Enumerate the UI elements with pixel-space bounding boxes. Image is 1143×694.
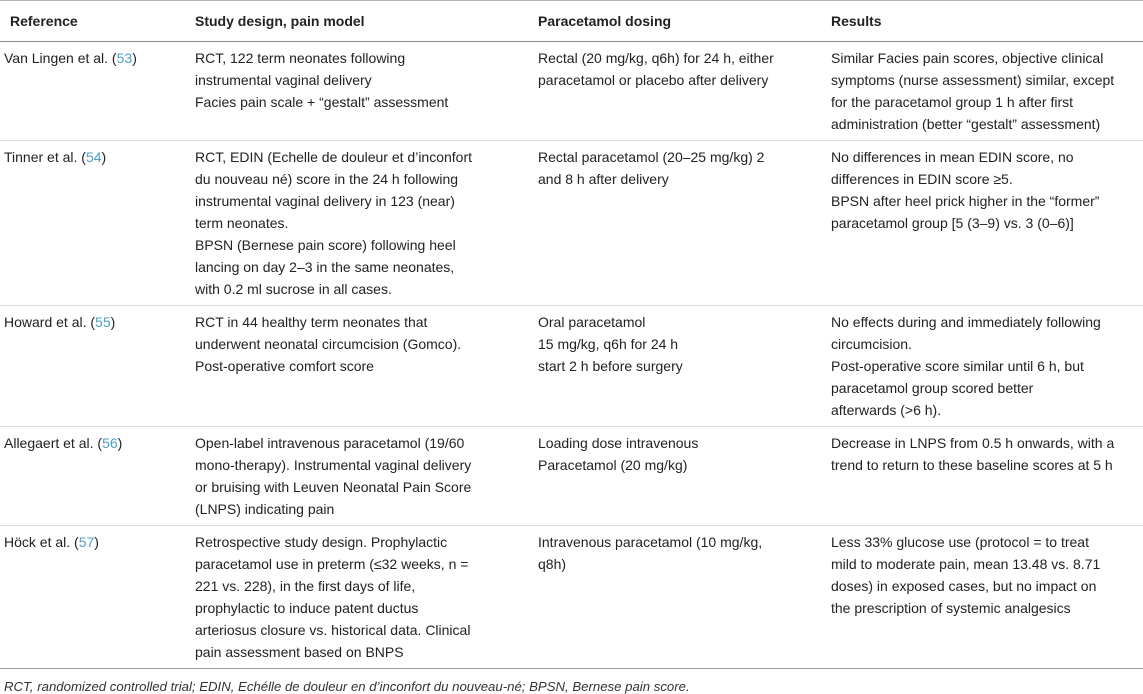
cell-line: start 2 h before surgery [538,358,683,374]
study-design-cell [185,526,528,669]
cell-line: Loading dose intravenous [538,435,699,451]
cell-line: prophylactic to induce patent ductus [195,600,419,616]
reference-author: Van Lingen et al. ( [4,50,117,66]
cell-line: administration (better “gestalt” assessment) [831,116,1101,132]
study-design-cell [185,306,528,427]
header-study-design: Study design, pain model [185,1,528,42]
cell-line: Post-operative comfort score [195,358,374,374]
cell-line: Oral paracetamol [538,314,646,330]
table-body [0,42,1143,669]
study-design-cell [185,42,528,141]
reference-cell [0,42,185,141]
cell-line: pain assessment based on BNPS [195,644,404,660]
cell-line: for the paracetamol group 1 h after first [831,94,1074,110]
results-cell [821,141,1143,306]
cell-line: and 8 h after delivery [538,171,669,187]
cell-line: du nouveau né) score in the 24 h following [195,171,459,187]
reference-author: Höck et al. ( [4,534,79,550]
cell-line: arteriosus closure vs. historical data. Clinical [195,622,471,638]
header-row [0,1,1143,42]
cell-line: Retrospective study design. Prophylactic [195,534,448,550]
dosing-cell [528,427,821,526]
reference-link[interactable]: 57 [78,534,95,550]
cell-line: mild to moderate pain, mean 13.48 vs. 8.71 [831,556,1101,572]
cell-line: No differences in mean EDIN score, no [831,149,1074,165]
reference-author: Howard et al. ( [4,314,96,330]
cell-line: Open-label intravenous paracetamol (19/60 [195,435,465,451]
header-reference: Reference [0,1,185,42]
cell-line: trend to return to these baseline scores at 5 h [831,457,1113,473]
cell-line: paracetamol group scored better [831,380,1034,396]
cell-line: circumcision. [831,336,912,352]
results-cell [821,306,1143,427]
reference-close: ) [117,435,123,451]
cell-line: Rectal (20 mg/kg, q6h) for 24 h, either [538,50,774,66]
reference-link[interactable]: 56 [102,435,118,451]
cell-line: doses) in exposed cases, but no impact on [831,578,1097,594]
reference-cell [0,306,185,427]
cell-line: lancing on day 2–3 in the same neonates, [195,259,455,275]
dosing-cell [528,306,821,427]
cell-line: 221 vs. 228), in the first days of life, [195,578,416,594]
cell-line: paracetamol group [5 (3–9) vs. 3 (0–6)] [831,215,1074,231]
table-row [0,141,1143,306]
cell-line: q8h) [538,556,567,572]
cell-line: Decrease in LNPS from 0.5 h onwards, with a [831,435,1115,451]
reference-author: Tinner et al. ( [4,149,86,165]
cell-line: term neonates. [195,215,289,231]
reference-close: ) [101,149,107,165]
cell-line: underwent neonatal circumcision (Gomco). [195,336,462,352]
dosing-cell [528,141,821,306]
cell-line: Intravenous paracetamol (10 mg/kg, [538,534,763,550]
table-footnote: RCT, randomized controlled trial; EDIN, Echélle de douleur en d’inconfort du nouveau-né; BPSN, Bernese pain score. [4,679,690,694]
cell-line: paracetamol use in preterm (≤32 weeks, n = [195,556,469,572]
reference-cell [0,141,185,306]
reference-link[interactable]: 53 [116,50,133,66]
cell-line: or bruising with Leuven Neonatal Pain Score [195,479,472,495]
cell-line: Less 33% glucose use (protocol = to treat [831,534,1089,550]
cell-line: Similar Facies pain scores, objective clinical [831,50,1104,66]
reference-close: ) [94,534,99,550]
study-design-cell [185,141,528,306]
reference-link[interactable]: 54 [85,149,102,165]
cell-line: Post-operative score similar until 6 h, but [831,358,1084,374]
results-cell [821,526,1143,669]
table-header [0,1,1143,42]
dosing-cell [528,42,821,141]
table-row [0,306,1143,427]
cell-line: the prescription of systemic analgesics [831,600,1071,616]
table-row [0,427,1143,526]
header-paracetamol-dosing: Paracetamol dosing [528,1,821,42]
cell-line: mono-therapy). Instrumental vaginal delivery [195,457,472,473]
cell-line: 15 mg/kg, q6h for 24 h [538,336,679,352]
reference-author: Allegaert et al. ( [4,435,103,451]
cell-line: afterwards (>6 h). [831,402,942,418]
reference-close: ) [132,50,137,66]
cell-line: Paracetamol (20 mg/kg) [538,457,688,473]
reference-link[interactable]: 55 [95,314,111,330]
cell-line: BPSN after heel prick higher in the “former” [831,193,1100,209]
cell-line: instrumental vaginal delivery [195,72,372,88]
cell-line: RCT in 44 healthy term neonates that [195,314,428,330]
table-row [0,526,1143,669]
reference-cell [0,526,185,669]
study-design-cell [185,427,528,526]
cell-line: RCT, EDIN (Echelle de douleur et d’inconfort [195,149,473,165]
cell-line: symptoms (nurse assessment) similar, except [831,72,1115,88]
cell-line: BPSN (Bernese pain score) following heel [195,237,456,253]
cell-line: RCT, 122 term neonates following [195,50,406,66]
reference-close: ) [110,314,116,330]
cell-line: with 0.2 ml sucrose in all cases. [195,281,392,297]
header-results: Results [821,1,1143,42]
results-cell [821,427,1143,526]
cell-line: instrumental vaginal delivery in 123 (near) [195,193,455,209]
cell-line: Rectal paracetamol (20–25 mg/kg) 2 [538,149,765,165]
cell-line: paracetamol or placebo after delivery [538,72,769,88]
results-cell [821,42,1143,141]
cell-line: No effects during and immediately following [831,314,1101,330]
cell-line: differences in EDIN score ≥5. [831,171,1013,187]
cell-line: (LNPS) indicating pain [195,501,335,517]
cell-line: Facies pain scale + “gestalt” assessment [195,94,449,110]
table-row [0,42,1143,141]
reference-cell [0,427,185,526]
dosing-cell [528,526,821,669]
